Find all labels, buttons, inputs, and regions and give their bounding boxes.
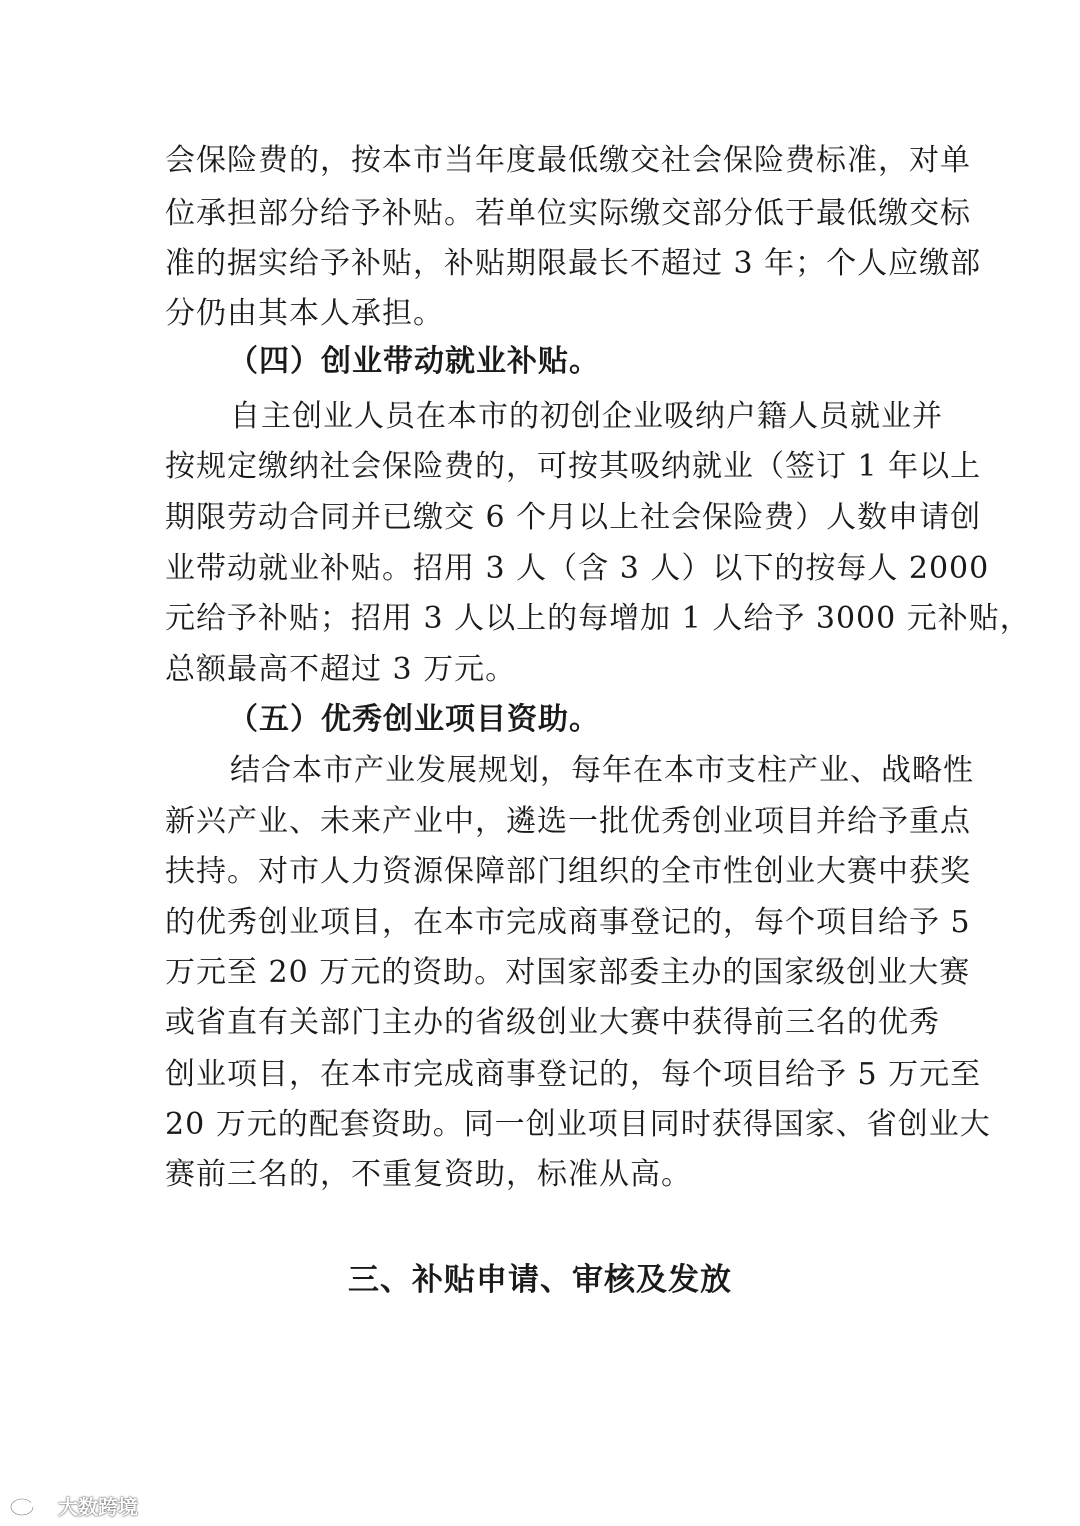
paragraph-line: 准的据实给予补贴，补贴期限最长不超过 3 年；个人应缴部 [165,246,982,281]
watermark [8,1490,138,1520]
sina-weibo-logo-icon [8,1493,52,1517]
paragraph-line: 会保险费的，按本市当年度最低缴交社会保险费标准，对单 [165,143,971,178]
paragraph-line: 位承担部分给予补贴。若单位实际缴交部分低于最低缴交标 [165,196,971,231]
paragraph-line: 新兴产业、未来产业中，遴选一批优秀创业项目并给予重点 [165,804,971,839]
paragraph-line: 20 万元的配套资助。同一创业项目同时获得国家、省创业大 [165,1107,991,1142]
paragraph-line: 创业项目，在本市完成商事登记的，每个项目给予 5 万元至 [165,1057,982,1092]
paragraph-line: 扶持。对市人力资源保障部门组织的全市性创业大赛中获奖 [165,854,971,889]
paragraph-line: 赛前三名的，不重复资助，标准从高。 [165,1157,692,1192]
paragraph-line: 万元至 20 万元的资助。对国家部委主办的国家级创业大赛 [165,955,971,990]
paragraph-line: 期限劳动合同并已缴交 6 个月以上社会保险费）人数申请创 [165,500,982,535]
paragraph-line: 业带动就业补贴。招用 3 人（含 3 人）以下的按每人 2000 [165,551,990,586]
section-title: 三、补贴申请、审核及发放 [348,1262,732,1298]
subsection-heading: （四）创业带动就业补贴。 [228,344,600,379]
paragraph-line: 自主创业人员在本市的初创企业吸纳户籍人员就业并 [230,399,943,434]
paragraph-line: 元给予补贴；招用 3 人以上的每增加 1 人给予 3000 元补贴， [165,601,1031,636]
paragraph-line: 结合本市产业发展规划，每年在本市支柱产业、战略性 [230,753,974,788]
watermark-text: 大数跨境 [58,1494,138,1519]
paragraph-line: 总额最高不超过 3 万元。 [165,652,517,687]
paragraph-line: 按规定缴纳社会保险费的，可按其吸纳就业（签订 1 年以上 [165,449,982,484]
paragraph-line: 分仍由其本人承担。 [165,296,444,331]
paragraph-line: 或省直有关部门主办的省级创业大赛中获得前三名的优秀 [165,1005,940,1040]
subsection-heading: （五）优秀创业项目资助。 [228,702,600,737]
paragraph-line: 的优秀创业项目，在本市完成商事登记的，每个项目给予 5 [165,905,971,940]
